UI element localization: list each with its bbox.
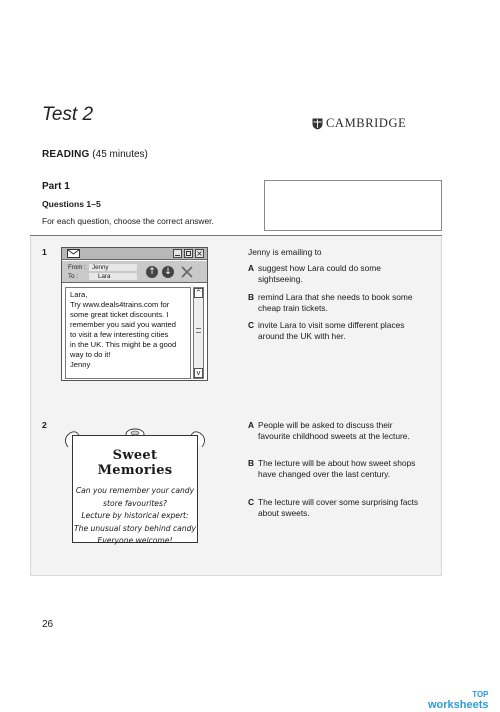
instruction-text: For each question, choose the correct answer.	[42, 216, 214, 226]
option-c	[248, 497, 428, 518]
scroll-down-icon: v	[194, 368, 203, 378]
cambridge-shield-icon	[312, 118, 323, 130]
section-duration: (45 minutes)	[92, 149, 148, 160]
poster-line: The unusual story behind candy	[74, 523, 196, 533]
brand-logo	[428, 690, 489, 710]
email-line: Lara,	[70, 290, 88, 299]
option-text: invite Lara to visit some different places around the UK with her.	[258, 320, 405, 341]
question-number: 2	[42, 420, 47, 430]
scroll-up-icon: ^	[195, 289, 202, 297]
email-titlebar	[62, 248, 207, 260]
questions-range: Questions 1–5	[42, 199, 101, 209]
option-c	[248, 320, 428, 341]
poster-title: Sweet Memories	[97, 448, 173, 478]
part-title: Part 1	[42, 181, 70, 192]
poster-line: Everyone welcome!	[97, 536, 173, 545]
option-letter: B	[248, 292, 255, 302]
section-title: READING	[42, 149, 90, 160]
option-letter: A	[248, 263, 255, 273]
email-header	[62, 261, 207, 283]
publisher-name: CAMBRIDGE	[326, 116, 407, 130]
maximize-icon	[184, 249, 193, 258]
minimize-icon	[173, 249, 182, 258]
delete-icon	[180, 265, 194, 279]
option-letter: C	[248, 320, 255, 330]
envelope-icon	[67, 249, 80, 258]
to-label: To :	[68, 273, 78, 280]
publisher-logo	[312, 116, 406, 131]
poster-line: Lecture by historical expert:	[81, 511, 189, 520]
brand-top: TOP	[472, 690, 489, 699]
question-stem: Jenny is emailing to	[248, 247, 322, 257]
from-label: From :	[68, 264, 86, 271]
scroll-thumb-icon	[196, 328, 201, 333]
arrow-up-icon: ↑	[146, 266, 158, 278]
email-line: to visit a few interesting cities	[70, 330, 169, 339]
option-b	[248, 458, 428, 479]
option-a	[248, 420, 428, 441]
email-line: remember you said you wanted	[70, 320, 176, 329]
from-value: Jenny	[92, 264, 109, 271]
option-text: The lecture will be about how sweet shops have changed over the last century.	[258, 458, 416, 479]
email-line: in the UK. This might be a good	[70, 340, 177, 349]
poster-line: store favourites?	[103, 498, 167, 508]
option-text: People will be asked to discuss their favourite childhood sweets at the lecture.	[258, 420, 410, 441]
option-text: remind Lara that she needs to book some cheap train tickets.	[258, 292, 413, 313]
option-a	[248, 263, 428, 284]
email-scrollbar	[193, 287, 204, 379]
option-letter: B	[248, 458, 255, 468]
option-b	[248, 292, 428, 313]
email-body	[65, 287, 191, 379]
section-heading	[42, 149, 148, 160]
option-letter: C	[248, 497, 255, 507]
email-line: Jenny	[70, 360, 91, 369]
brand-bottom: worksheets	[428, 699, 489, 711]
poster-line: Can you remember your candy	[75, 486, 195, 495]
page-number: 26	[42, 619, 54, 630]
close-icon: ×	[196, 249, 203, 258]
to-field	[89, 273, 137, 280]
option-letter: A	[248, 420, 255, 430]
email-line: way to do it!	[70, 350, 111, 359]
email-line: Try www.deals4trains.com for	[70, 300, 170, 309]
option-text: The lecture will cover some surprising facts about sweets.	[258, 497, 419, 518]
poster-board	[72, 435, 198, 543]
answer-box	[264, 180, 442, 231]
arrow-down-icon: ↓	[162, 266, 174, 278]
option-text: suggest how Lara could do some sightseeing.	[258, 263, 381, 284]
question-number: 1	[42, 247, 47, 257]
from-field	[89, 264, 137, 271]
to-value: Lara	[98, 273, 111, 280]
test-title: Test 2	[42, 104, 94, 125]
email-window	[61, 247, 208, 381]
email-line: some great ticket discounts. I	[70, 310, 169, 319]
poster	[62, 425, 208, 547]
